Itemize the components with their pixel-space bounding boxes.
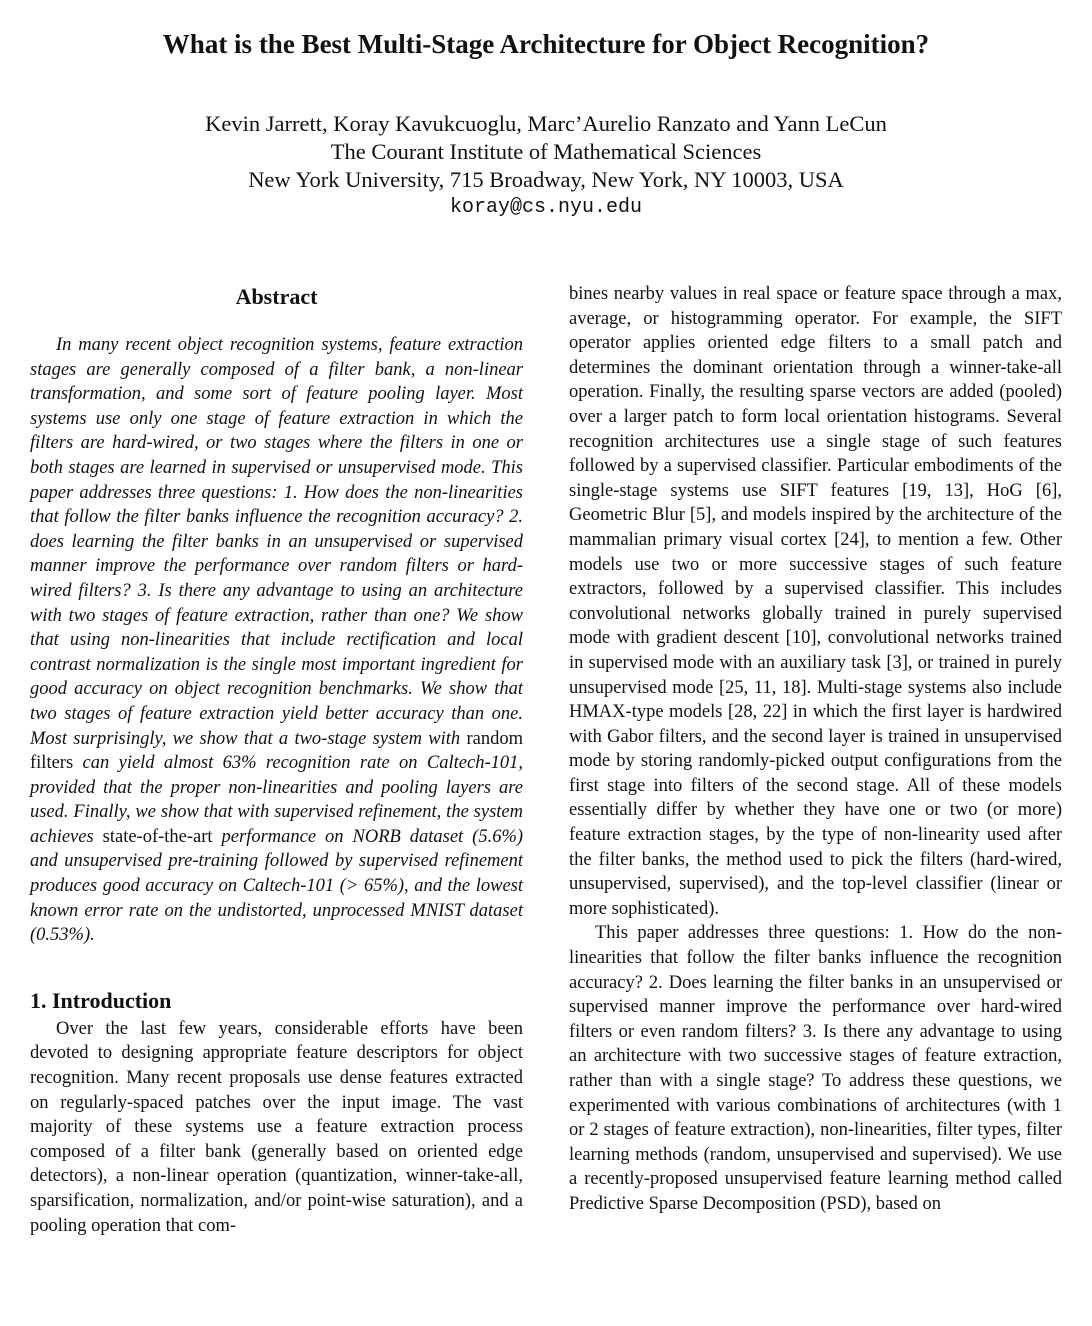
intro-paragraph-1-right: bines nearby values in real space or feature space through a max, average, or histogramming operator. For example, the SIFT operator applies oriented edge filters to a small patch and determines the dominant orientation through a winner-take-all operation. Finally, the resulting sparse vectors are added (pooled) over a larger patch to form local orientation histograms. Several recognition architectures use a single stage of such features followed by a supervised classifier. Particular embodiments of the single-stage systems use SIFT features [19, 13], HoG [6], Geometric Blur [5], and models inspired by the architecture of the mammalian primary visual cortex [24], to mention a few. Other models use two or more successive stages of such feature extractors, followed by a supervised classifier. This includes convolutional networks globally trained in purely supervised mode with gradient descent [10], convolutional networks trained in supervised mode with an auxiliary task [3], or trained in purely unsupervised mode [25, 11, 18]. Multi-stage systems also include HMAX-type models [28, 22] in which the first layer is hardwired with Gabor filters, and the second layer is trained in unsupervised mode by storing randomly-picked output configurations from the first stage into filters of the second stage. All of these models essentially differ by whether they have one or two (or more) feature extraction stages, by the type of non-linearity used after the filter banks, the method used to pick the filters (hard-wired, unsupervised, supervised), and the top-level classifier (linear or more sophisticated).	[569, 284, 1062, 919]
abstract-text-part-2: random filters	[30, 728, 523, 774]
abstract-text-part-3: can yield almost 63% recognition rate on Caltech-101, provided that the proper non-linearities and pooling layers are used. Finally, we show that with supervised refinement, the system achieves	[30, 753, 523, 847]
author-block	[0, 110, 1092, 222]
paper-title: What is the Best Multi-Stage Architecture for Object Recognition?	[162, 29, 930, 59]
section-heading-introduction: 1. Introduction	[30, 987, 172, 1013]
abstract-text-part-1: In many recent object recognition systems, feature extraction stages are generally composed of a filter bank, a non-linear transformation, and some sort of feature pooling layer. Most systems use only one stage of feature extraction in which the filters are hard-wired, or two stages where the filters in one or both stages are learned in supervised or unsupervised mode. This paper addresses three questions: 1. How does the non-linearities that follow the filter banks influence the recognition accuracy? 2. does learning the filter banks in an unsupervised or supervised manner improve the performance over random filters or hard-wired filters? 3. Is there any advantage to using an architecture with two stages of feature extraction, rather than one? We show that using non-linearities that include rectification and local contrast normalization is the single most important ingredient for good accuracy on object recognition benchmarks. We show that two stages of feature extraction yield better accuracy than one. Most surprisingly, we show that a two-stage system with	[30, 335, 523, 749]
left-column	[30, 282, 523, 1238]
intro-paragraph-2: This paper addresses three questions: 1. How do the non-linearities that follow the filter banks influence the recognition accuracy? 2. Does learning the filter banks in an unsupervised or supervised manner improve the performance over hard-wired filters or even random filters? 3. Is there any advantage to using an architecture with two successive stages of feature extraction, rather than with a single stage? To address these questions, we experimented with various combinations of architectures (with 1 or 2 stages of feature extraction), non-linearities, filter types, filter learning methods (random, unsupervised and supervised). We use a recently-proposed unsupervised feature learning method called Predictive Sparse Decomposition (PSD), based on	[569, 923, 1062, 1214]
abstract-heading: Abstract	[235, 284, 318, 309]
author-email[interactable]: koray@cs.nyu.edu	[449, 196, 643, 219]
abstract-text-part-4: state-of-the-art	[102, 826, 213, 847]
abstract-text	[30, 333, 523, 948]
author-affiliation: The Courant Institute of Mathematical Sciences	[330, 139, 762, 164]
author-names: Kevin Jarrett, Koray Kavukcuoglu, Marc’Aurelio Ranzato and Yann LeCun	[205, 111, 887, 136]
right-column	[569, 282, 1062, 1217]
author-address: New York University, 715 Broadway, New York, NY 10003, USA	[248, 167, 844, 192]
intro-paragraph-1-left: Over the last few years, considerable efforts have been devoted to designing appropriate feature descriptors for object recognition. Many recent proposals use dense features extracted on regularly-spaced patches over the input image. The vast majority of these systems use a feature extraction process composed of a filter bank (generally based on oriented edge detectors), a non-linear operation (quantization, winner-take-all, sparsification, normalization, and/or point-wise saturation), and a pooling operation that com-	[30, 1018, 523, 1236]
abstract-text-part-5: performance on NORB dataset (5.6%) and unsupervised pre-training followed by supervised refinement produces good accuracy on Caltech-101 (> 65%), and the lowest known error rate on the undistorted, unprocessed MNIST dataset (0.53%).	[30, 826, 524, 946]
